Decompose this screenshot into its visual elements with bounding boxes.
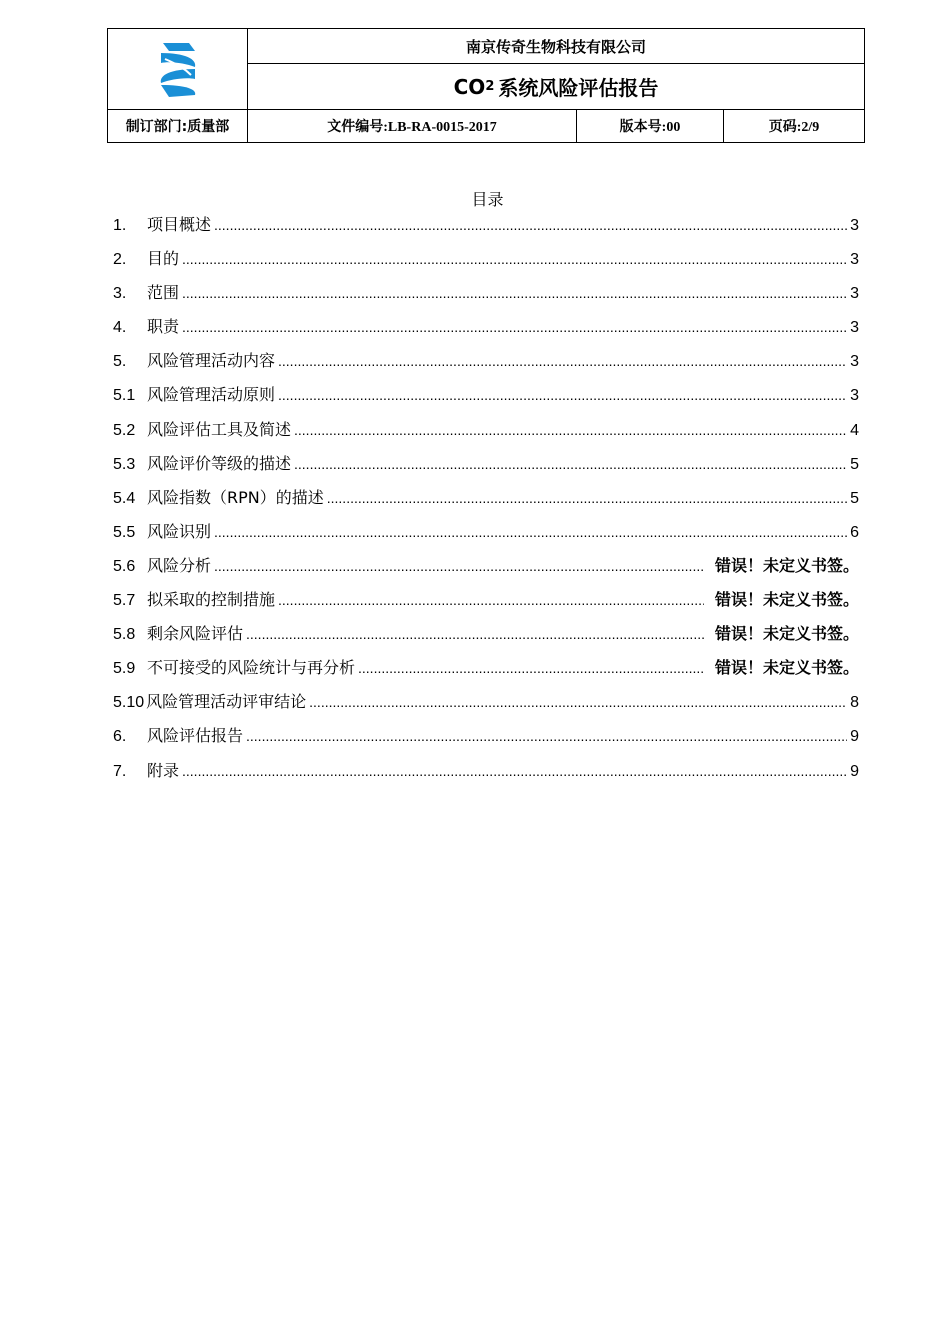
toc-entry[interactable]	[113, 754, 859, 788]
toc-entry-label: 风险指数（RPN）的描述	[147, 487, 324, 507]
company-name: 南京传奇生物科技有限公司	[248, 29, 864, 64]
toc-entry[interactable]	[113, 583, 859, 617]
toc-entry-page: 5	[850, 489, 859, 507]
toc-leader-dots	[278, 583, 704, 617]
table-of-contents	[113, 208, 859, 788]
toc-entry-label: 职责	[147, 317, 180, 337]
toc-entry-number: 6.	[113, 728, 127, 746]
toc-entry-page: 错误！未定义书签。	[714, 660, 859, 678]
toc-entry-number: 5.7	[113, 592, 136, 610]
toc-leader-dots	[182, 242, 847, 276]
document-header	[107, 28, 865, 143]
toc-leader-dots	[278, 344, 847, 378]
document-title	[248, 64, 864, 109]
toc-entry[interactable]	[113, 719, 859, 753]
toc-entry[interactable]	[113, 481, 859, 515]
toc-entry[interactable]	[113, 276, 859, 310]
toc-entry-label: 风险管理活动评审结论	[146, 692, 307, 712]
toc-entry[interactable]	[113, 549, 859, 583]
toc-entry-label: 剩余风险评估	[147, 624, 244, 644]
toc-leader-dots	[246, 617, 704, 651]
toc-leader-dots	[358, 651, 704, 685]
toc-entry-label: 附录	[147, 760, 180, 780]
toc-entry-label: 风险评估报告	[147, 726, 244, 746]
toc-entry[interactable]	[113, 242, 859, 276]
title-rest: 系统风险评估报告	[498, 76, 659, 100]
toc-entry-label: 风险评价等级的描述	[147, 453, 292, 473]
toc-entry-page: 3	[850, 251, 859, 269]
toc-leader-dots	[278, 378, 847, 412]
toc-entry-page: 8	[850, 694, 859, 712]
toc-entry-page: 错误！未定义书签。	[714, 592, 859, 610]
doc-number-cell: 文件编号:LB-RA-0015-2017	[248, 110, 577, 142]
toc-entry-page: 3	[850, 387, 859, 405]
toc-leader-dots	[294, 447, 847, 481]
toc-leader-dots	[182, 310, 847, 344]
toc-entry-label: 风险评估工具及简述	[147, 419, 292, 439]
toc-entry-number: 5.3	[113, 455, 136, 473]
version-cell: 版本号:00	[577, 110, 724, 142]
toc-entry-number: 5.10	[113, 694, 145, 712]
toc-entry-label: 不可接受的风险统计与再分析	[147, 658, 356, 678]
toc-title: 目录	[471, 190, 504, 209]
toc-entry-number: 5.9	[113, 660, 136, 678]
toc-entry-page: 5	[850, 455, 859, 473]
toc-entry-number: 5.4	[113, 489, 136, 507]
toc-entry-page: 9	[850, 762, 859, 780]
toc-leader-dots	[294, 413, 847, 447]
toc-entry[interactable]	[113, 515, 859, 549]
toc-entry-number: 4.	[113, 319, 127, 337]
toc-entry[interactable]	[113, 208, 859, 242]
toc-leader-dots	[182, 754, 847, 788]
toc-entry[interactable]	[113, 651, 859, 685]
toc-entry-number: 5.5	[113, 523, 136, 541]
toc-entry-number: 2.	[113, 251, 127, 269]
title-subscript: 2	[485, 79, 495, 94]
toc-entry[interactable]	[113, 447, 859, 481]
toc-entry[interactable]	[113, 378, 859, 412]
toc-entry-page: 3	[850, 353, 859, 371]
toc-entry-page: 3	[850, 217, 859, 234]
toc-leader-dots	[309, 685, 847, 719]
header-info-row	[108, 109, 864, 142]
toc-entry[interactable]	[113, 310, 859, 344]
toc-entry-page: 错误！未定义书签。	[714, 557, 859, 575]
toc-entry-label: 项目概述	[147, 215, 212, 234]
toc-leader-dots	[214, 515, 847, 549]
toc-leader-dots	[214, 549, 704, 583]
toc-entry-label: 目的	[147, 249, 180, 269]
toc-entry-number: 5.	[113, 353, 127, 371]
toc-entry-number: 1.	[113, 217, 127, 234]
toc-entry-label: 风险管理活动原则	[147, 385, 276, 405]
toc-entry-number: 5.6	[113, 557, 136, 575]
toc-leader-dots	[182, 276, 847, 310]
toc-entry-number: 5.1	[113, 387, 136, 405]
toc-entry-number: 7.	[113, 762, 127, 780]
page-number-cell: 页码:2/9	[768, 120, 820, 135]
toc-entry-page: 4	[850, 421, 859, 439]
toc-entry-page: 错误！未定义书签。	[714, 626, 859, 644]
toc-entry-label: 风险识别	[147, 521, 212, 541]
toc-entry-label: 范围	[147, 283, 180, 303]
toc-entry[interactable]	[113, 344, 859, 378]
toc-entry-number: 5.8	[113, 626, 136, 644]
toc-entry-label: 风险管理活动内容	[147, 351, 276, 371]
toc-entry-number: 3.	[113, 285, 127, 303]
toc-entry-label: 拟采取的控制措施	[147, 590, 276, 610]
company-logo	[155, 39, 201, 101]
dept-cell: 制订部门:质量部	[108, 110, 248, 142]
toc-entry[interactable]	[113, 617, 859, 651]
toc-entry-label: 风险分析	[147, 555, 212, 575]
toc-entry[interactable]	[113, 685, 859, 719]
toc-entry-number: 5.2	[113, 421, 136, 439]
toc-leader-dots	[327, 481, 847, 515]
title-prefix: CO	[453, 74, 486, 99]
toc-entry-page: 9	[850, 728, 859, 746]
logo-cell	[108, 29, 248, 109]
toc-entry-page: 6	[850, 523, 859, 541]
toc-leader-dots	[246, 719, 847, 753]
toc-entry-page: 3	[850, 285, 859, 303]
toc-entry[interactable]	[113, 413, 859, 447]
toc-leader-dots	[214, 208, 847, 242]
toc-entry-page: 3	[850, 319, 859, 337]
